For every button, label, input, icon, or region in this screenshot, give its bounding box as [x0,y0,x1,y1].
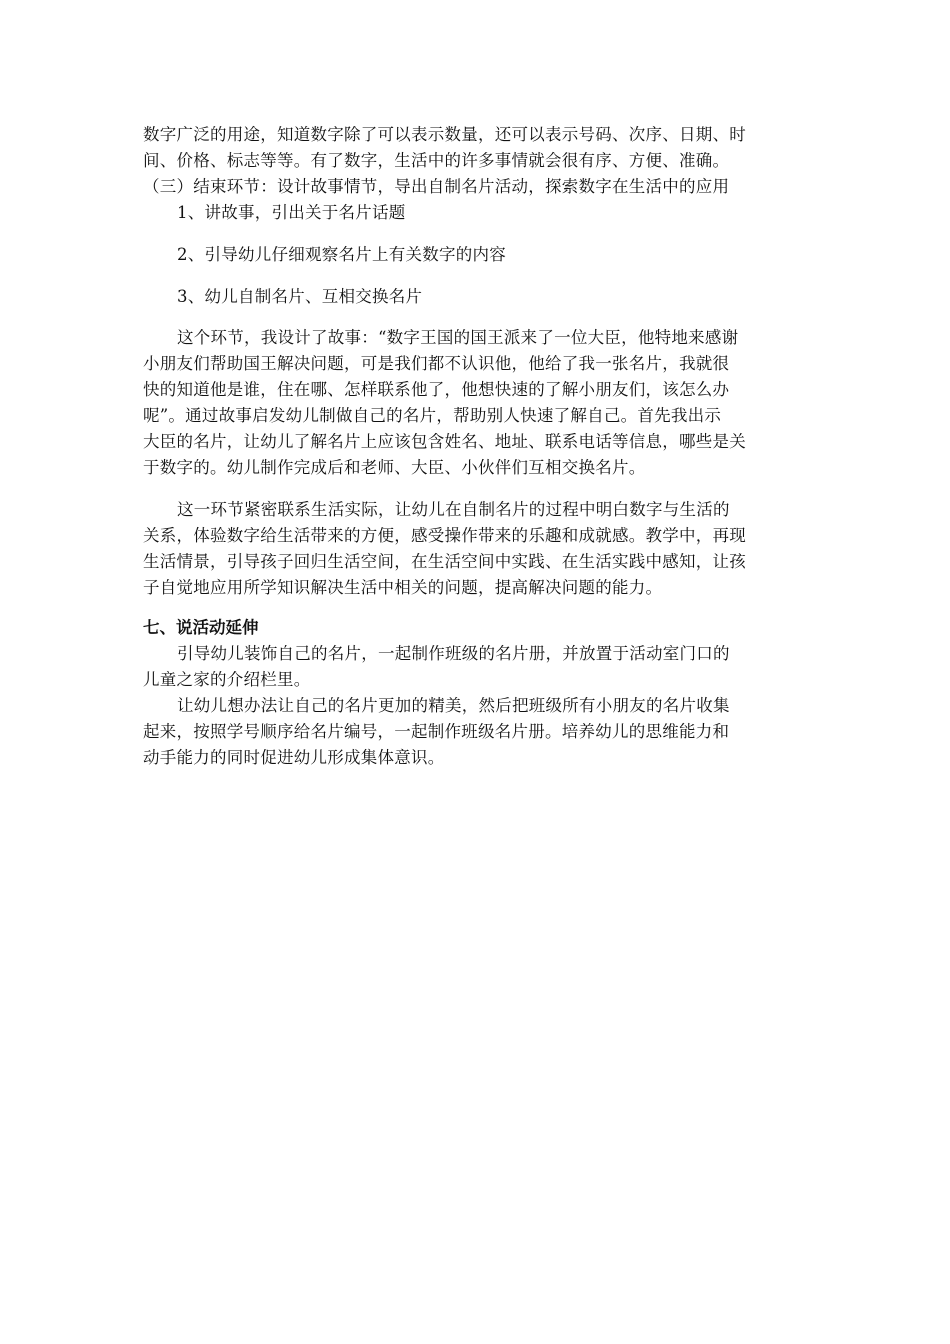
extension-paragraph-2 [143,693,806,771]
document-page [143,122,806,771]
text-line: 引导幼儿装饰自己的名片，一起制作班级的名片册，并放置于活动室门口的 [177,644,730,663]
section-subheading: （三）结束环节：设计故事情节，导出自制名片活动，探索数字在生活中的应用 [143,177,730,196]
story-paragraph [143,325,806,481]
text-line: 数字广泛的用途，知道数字除了可以表示数量，还可以表示号码、次序、日期、时 [143,125,746,144]
text-line: 让幼儿想办法让自己的名片更加的精美，然后把班级所有小朋友的名片收集 [177,696,730,715]
text-line: 动手能力的同时促进幼儿形成集体意识。 [143,748,445,767]
text-line: 于数字的。幼儿制作完成后和老师、大臣、小伙伴们互相交换名片。 [143,458,646,477]
text-line: 起来，按照学号顺序给名片编号，一起制作班级名片册。培养幼儿的思维能力和 [143,722,730,741]
text-line: 快的知道他是谁，住在哪、怎样联系他了，他想快速的了解小朋友们，该怎么办 [143,380,730,399]
text-line: 这一环节紧密联系生活实际，让幼儿在自制名片的过程中明白数字与生活的 [177,500,730,519]
extension-paragraph-1 [143,641,806,693]
text-line: 呢”。通过故事启发幼儿制做自己的名片，帮助别人快速了解自己。首先我出示 [143,406,722,425]
section-heading: 七、说活动延伸 [143,618,259,637]
step-item: 3、幼儿自制名片、互相交换名片 [177,287,423,306]
text-line: 大臣的名片，让幼儿了解名片上应该包含姓名、地址、联系电话等信息，哪些是关 [143,432,746,451]
text-line: 生活情景，引导孩子回归生活空间，在生活空间中实践、在生活实践中感知，让孩 [143,552,746,571]
step-item: 1、讲故事，引出关于名片话题 [177,203,406,222]
intro-paragraph [143,122,806,200]
text-line: 小朋友们帮助国王解决问题，可是我们都不认识他，他给了我一张名片，我就很 [143,354,730,373]
text-line: 儿童之家的介绍栏里。 [143,670,311,689]
text-line: 子自觉地应用所学知识解决生活中相关的问题，提高解决问题的能力。 [143,578,663,597]
text-line: 这个环节，我设计了故事：“数字王国的国王派来了一位大臣，他特地来感谢 [177,328,739,347]
text-line: 关系，体验数字给生活带来的方便，感受操作带来的乐趣和成就感。教学中，再现 [143,526,746,545]
reflection-paragraph [143,497,806,601]
text-line: 间、价格、标志等等。有了数字，生活中的许多事情就会很有序、方便、准确。 [143,151,730,170]
step-item: 2、引导幼儿仔细观察名片上有关数字的内容 [177,245,506,264]
step-list [143,200,806,310]
